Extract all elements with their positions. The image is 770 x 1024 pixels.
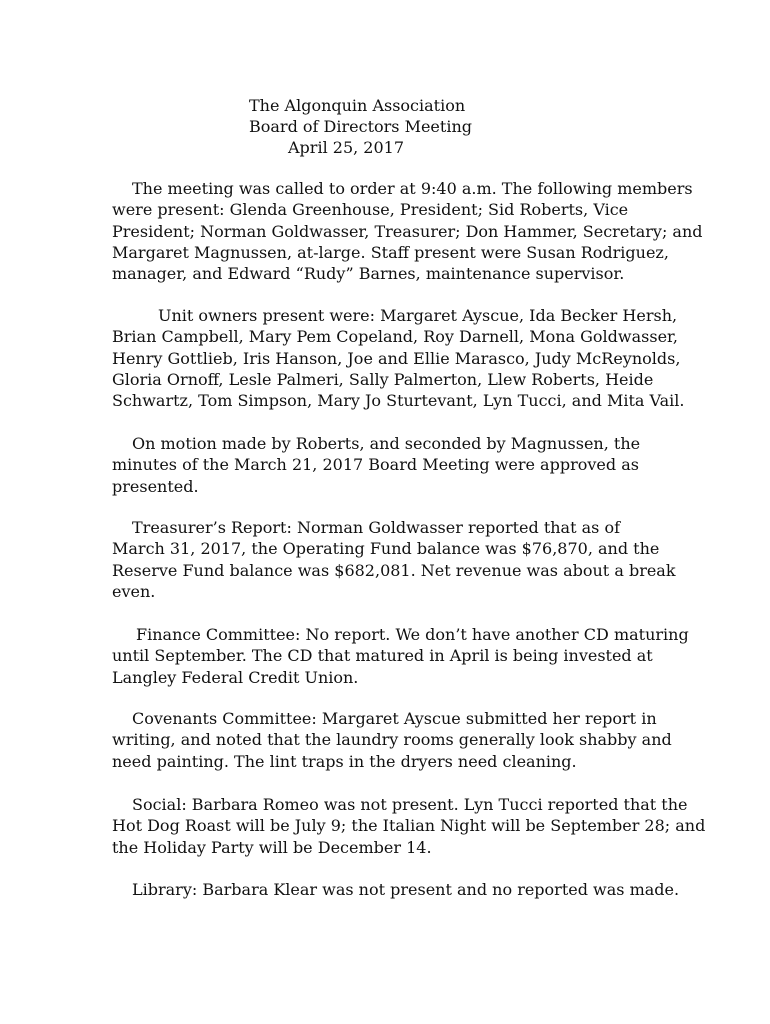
paragraph-line: were present: Glenda Greenhouse, President; Sid Roberts, Vice [112,200,629,220]
paragraph-line: Reserve Fund balance was $682,081. Net revenue was about a break [112,560,676,580]
paragraph-call-to-order [112,178,703,284]
paragraph-line: Schwartz, Tom Simpson, Mary Jo Sturtevant, Lyn Tucci, and Mita Vail. [112,391,685,411]
paragraph-line: the Holiday Party will be December 14. [112,837,432,857]
paragraph-line: Langley Federal Credit Union. [112,667,359,687]
paragraph-line: Social: Barbara Romeo was not present. Lyn Tucci reported that the [132,795,688,814]
meeting-title: Board of Directors Meeting [249,117,472,136]
paragraph-line: Covenants Committee: Margaret Ayscue submitted her report in [132,709,657,728]
paragraph-line: manager, and Edward “Rudy” Barnes, maintenance supervisor. [112,264,625,284]
paragraph-line: need painting. The lint traps in the dryers need cleaning. [112,751,577,771]
paragraph-line: Margaret Magnussen, at-large. Staff present were Susan Rodriguez, [112,242,669,262]
meeting-date: April 25, 2017 [288,138,405,157]
paragraph-line: On motion made by Roberts, and seconded by Magnussen, the [132,434,641,453]
paragraph-line: until September. The CD that matured in April is being invested at [112,646,653,666]
paragraph-social [112,794,706,858]
paragraph-line: even. [112,581,156,601]
paragraph-covenants-committee [112,708,672,772]
paragraph-line: Unit owners present were: Margaret Ayscue, Ida Becker Hersh, [158,306,678,325]
paragraph-line: Brian Campbell, Mary Pem Copeland, Roy Darnell, Mona Goldwasser, [112,327,679,347]
paragraph-line: The meeting was called to order at 9:40 a.m. The following members [132,179,693,198]
paragraph-minutes-approval [112,433,672,497]
paragraph-line: presented. [112,476,199,496]
paragraph-treasurer-report [112,517,676,602]
paragraph-line: Henry Gottlieb, Iris Hanson, Joe and Ellie Marasco, Judy McReynolds, [112,348,681,368]
association-name: The Algonquin Association [249,96,466,115]
paragraph-line: Hot Dog Roast will be July 9; the Italian Night will be September 28; and [112,816,706,836]
paragraph-line: Gloria Ornoff, Lesle Palmeri, Sally Palmerton, Llew Roberts, Heide [112,369,654,389]
paragraph-line: March 31, 2017, the Operating Fund balance was $76,870, and the [112,539,660,559]
paragraph-line: Treasurer’s Report: Norman Goldwasser reported that as of [132,518,620,537]
paragraph-line: minutes of the March 21, 2017 Board Meeting were approved as [112,455,639,475]
paragraph-line: Library: Barbara Klear was not present and no reported was made. [132,880,680,899]
paragraph-line: President; Norman Goldwasser, Treasurer; Don Hammer, Secretary; and [112,221,703,241]
paragraph-library [112,879,680,900]
paragraph-line: writing, and noted that the laundry rooms generally look shabby and [112,730,672,750]
paragraph-finance-committee [112,624,689,688]
paragraph-unit-owners [112,305,685,411]
paragraph-line: Finance Committee: No report. We don’t have another CD maturing [136,625,689,644]
